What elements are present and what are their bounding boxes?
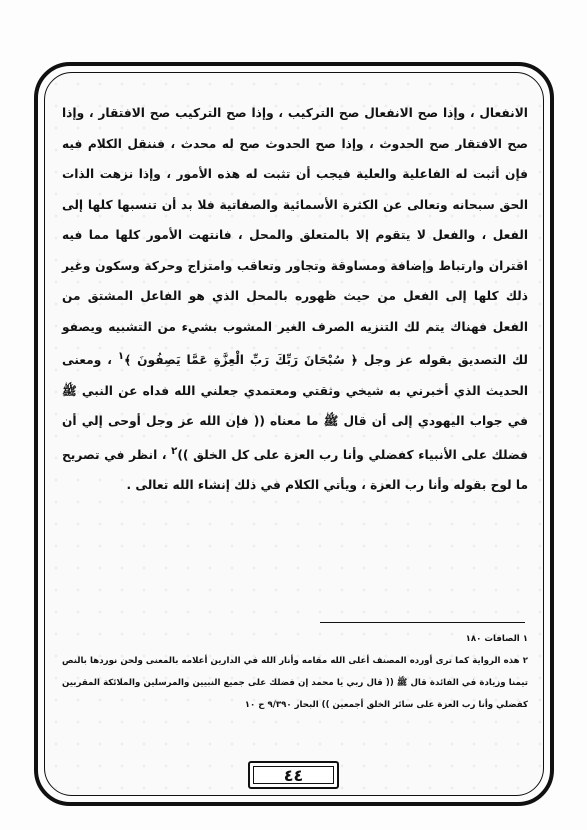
paragraph-end: ، انظر في تصريح ما لوح بقوله وأنا رب العزة ، ويأتي الكلام في ذلك إنشاء الله تعالى . bbox=[62, 447, 528, 493]
main-text bbox=[62, 98, 528, 501]
footnote-separator bbox=[320, 622, 525, 623]
paragraph-continuation: ، ومعنى الحديث الذي أخبرني به شيخي وثقتي ومعتمدي جعلني الله فداه عن النبي ﷺ في جواب اليهودي إلى أن قال ﷺ ما معناه (( فإن الله عز وجل أوحى إلي أن فضلك على الأنبياء كفضلي وأنا رب العزة على كل الخلق )) bbox=[62, 353, 528, 462]
page-number-box bbox=[248, 761, 339, 789]
paragraph-text: الانفعال ، وإذا صح الانفعال صح التركيب ، وإذا صح التركيب صح الافتقار ، وإذا صح الافتقار صح الحدوث ، وإذا صح الحدوث صح له محدث ، فننقل الكلام فيه فإن أثبت له الفاعلية والعلية فيجب أن تثبت له هذه الأمور ، وإذا نزهت الذات الحق سبحانه وتعالى عن الكثرة الأسمائية والصفاتية فلا بد أن تنسبها كلها إلى الفعل ، والفعل لا يتقوم إلا بالمتعلق والمحل ، فانتهت الأمور كلها مما فيه اقتران وارتباط وإضافة ومساوقة وتجاور وتعاقب وامتزاج وحركة وسكون وغير ذلك كلها إلى الفعل من حيث ظهوره بالمحل الذي هو الفاعل المشتق من الفعل فهناك يتم لك التنزيه الصرف الغير المشوب بشيء من التشبيه ويصفو لك التصديق بقوله عز وجل bbox=[62, 106, 529, 368]
footnote-marker-1: ١ bbox=[117, 351, 125, 362]
footnotes bbox=[62, 628, 528, 716]
footnote-1: ١ الصافات ١٨٠ bbox=[465, 634, 528, 644]
page-number: ٤٤ bbox=[283, 765, 304, 785]
quran-verse: ﴿ سُبْحَانَ رَبِّكَ رَبِّ الْعِزَّةِ عَمَّا يَصِفُونَ ﴾ bbox=[124, 353, 358, 368]
footnote-2: ٢ هذه الرواية كما ترى أورده المصنف أعلى الله مقامه وأنار الله في الدارين أعلامه بالمعنى ولحن نوردها بالنص تيمنا وزيادة في الفائدة قال ﷺ (( قال ربي يا محمد إن فضلك على جميع النبيين والمرسلين والملائكة المقربين كفضلي وأنا رب العزة على سائر الخلق أجمعين )) البحار ٩/٣٩٠ ح ١٠ bbox=[62, 656, 528, 710]
footnote-marker-2: ٢ bbox=[171, 445, 178, 457]
